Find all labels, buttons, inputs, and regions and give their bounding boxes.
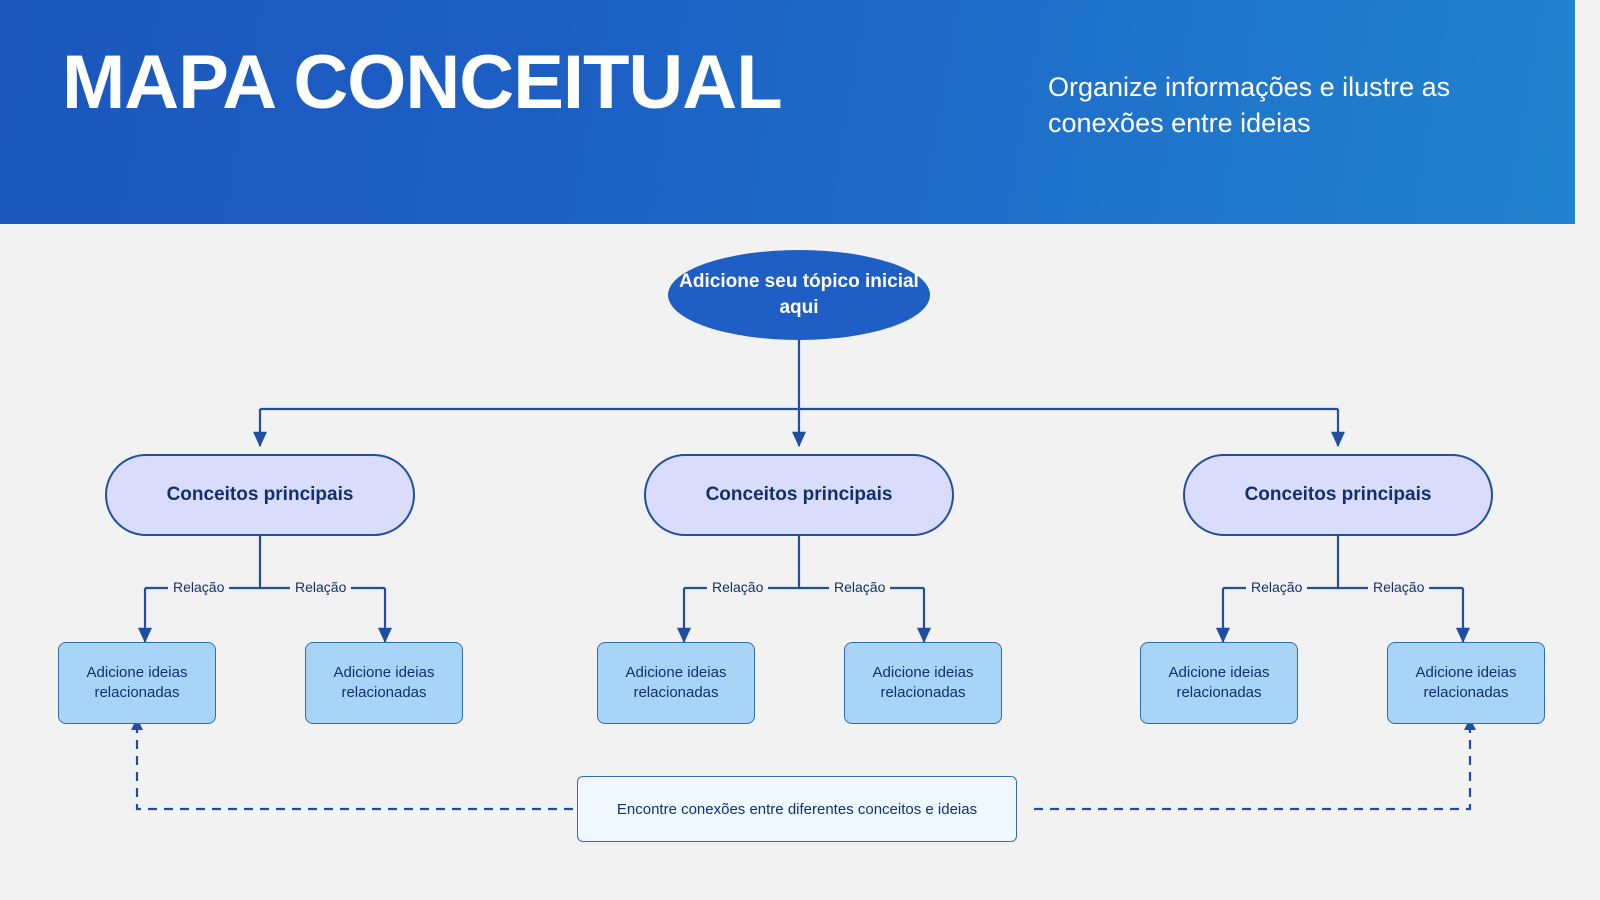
diagram-area (0, 224, 1600, 900)
idea-node-1b-label: Adicione ideias relacionadas (333, 663, 435, 701)
idea-node-1a-label: Adicione ideias relacionadas (86, 663, 188, 701)
page-subtitle: Organize informações e ilustre as conexões entre ideias (1048, 72, 1451, 138)
relation-label-2b: Relação (829, 579, 890, 595)
page-title: MAPA CONCEITUAL (62, 40, 782, 125)
relation-label-3b: Relação (1368, 579, 1429, 595)
idea-node-1b[interactable] (305, 642, 463, 724)
idea-node-3a-label: Adicione ideias relacionadas (1168, 663, 1270, 701)
idea-node-3a[interactable] (1140, 642, 1298, 724)
concept-node-2-label: Conceitos principais (705, 484, 893, 505)
idea-node-2b-label: Adicione ideias relacionadas (872, 663, 974, 701)
idea-node-3b[interactable] (1387, 642, 1545, 724)
idea-node-2a[interactable] (597, 642, 755, 724)
concept-node-3[interactable] (1183, 454, 1493, 536)
concept-node-1-label: Conceitos principais (166, 484, 354, 505)
relation-label-1b: Relação (290, 579, 351, 595)
idea-node-3b-label: Adicione ideias relacionadas (1415, 663, 1517, 701)
concept-node-2[interactable] (644, 454, 954, 536)
relation-label-3a: Relação (1246, 579, 1307, 595)
root-topic-label: Adicione seu tópico inicial aqui (679, 271, 919, 318)
idea-node-2b[interactable] (844, 642, 1002, 724)
relation-label-1a: Relação (168, 579, 229, 595)
concept-node-3-label: Conceitos principais (1244, 484, 1432, 505)
header-banner (0, 0, 1575, 224)
connections-note-label: Encontre conexões entre diferentes conceitos e ideias (616, 800, 978, 818)
concept-node-1[interactable] (105, 454, 415, 536)
connections-note-node[interactable] (577, 776, 1017, 842)
idea-node-1a[interactable] (58, 642, 216, 724)
root-topic-node[interactable] (668, 250, 930, 340)
idea-node-2a-label: Adicione ideias relacionadas (625, 663, 727, 701)
relation-label-2a: Relação (707, 579, 768, 595)
